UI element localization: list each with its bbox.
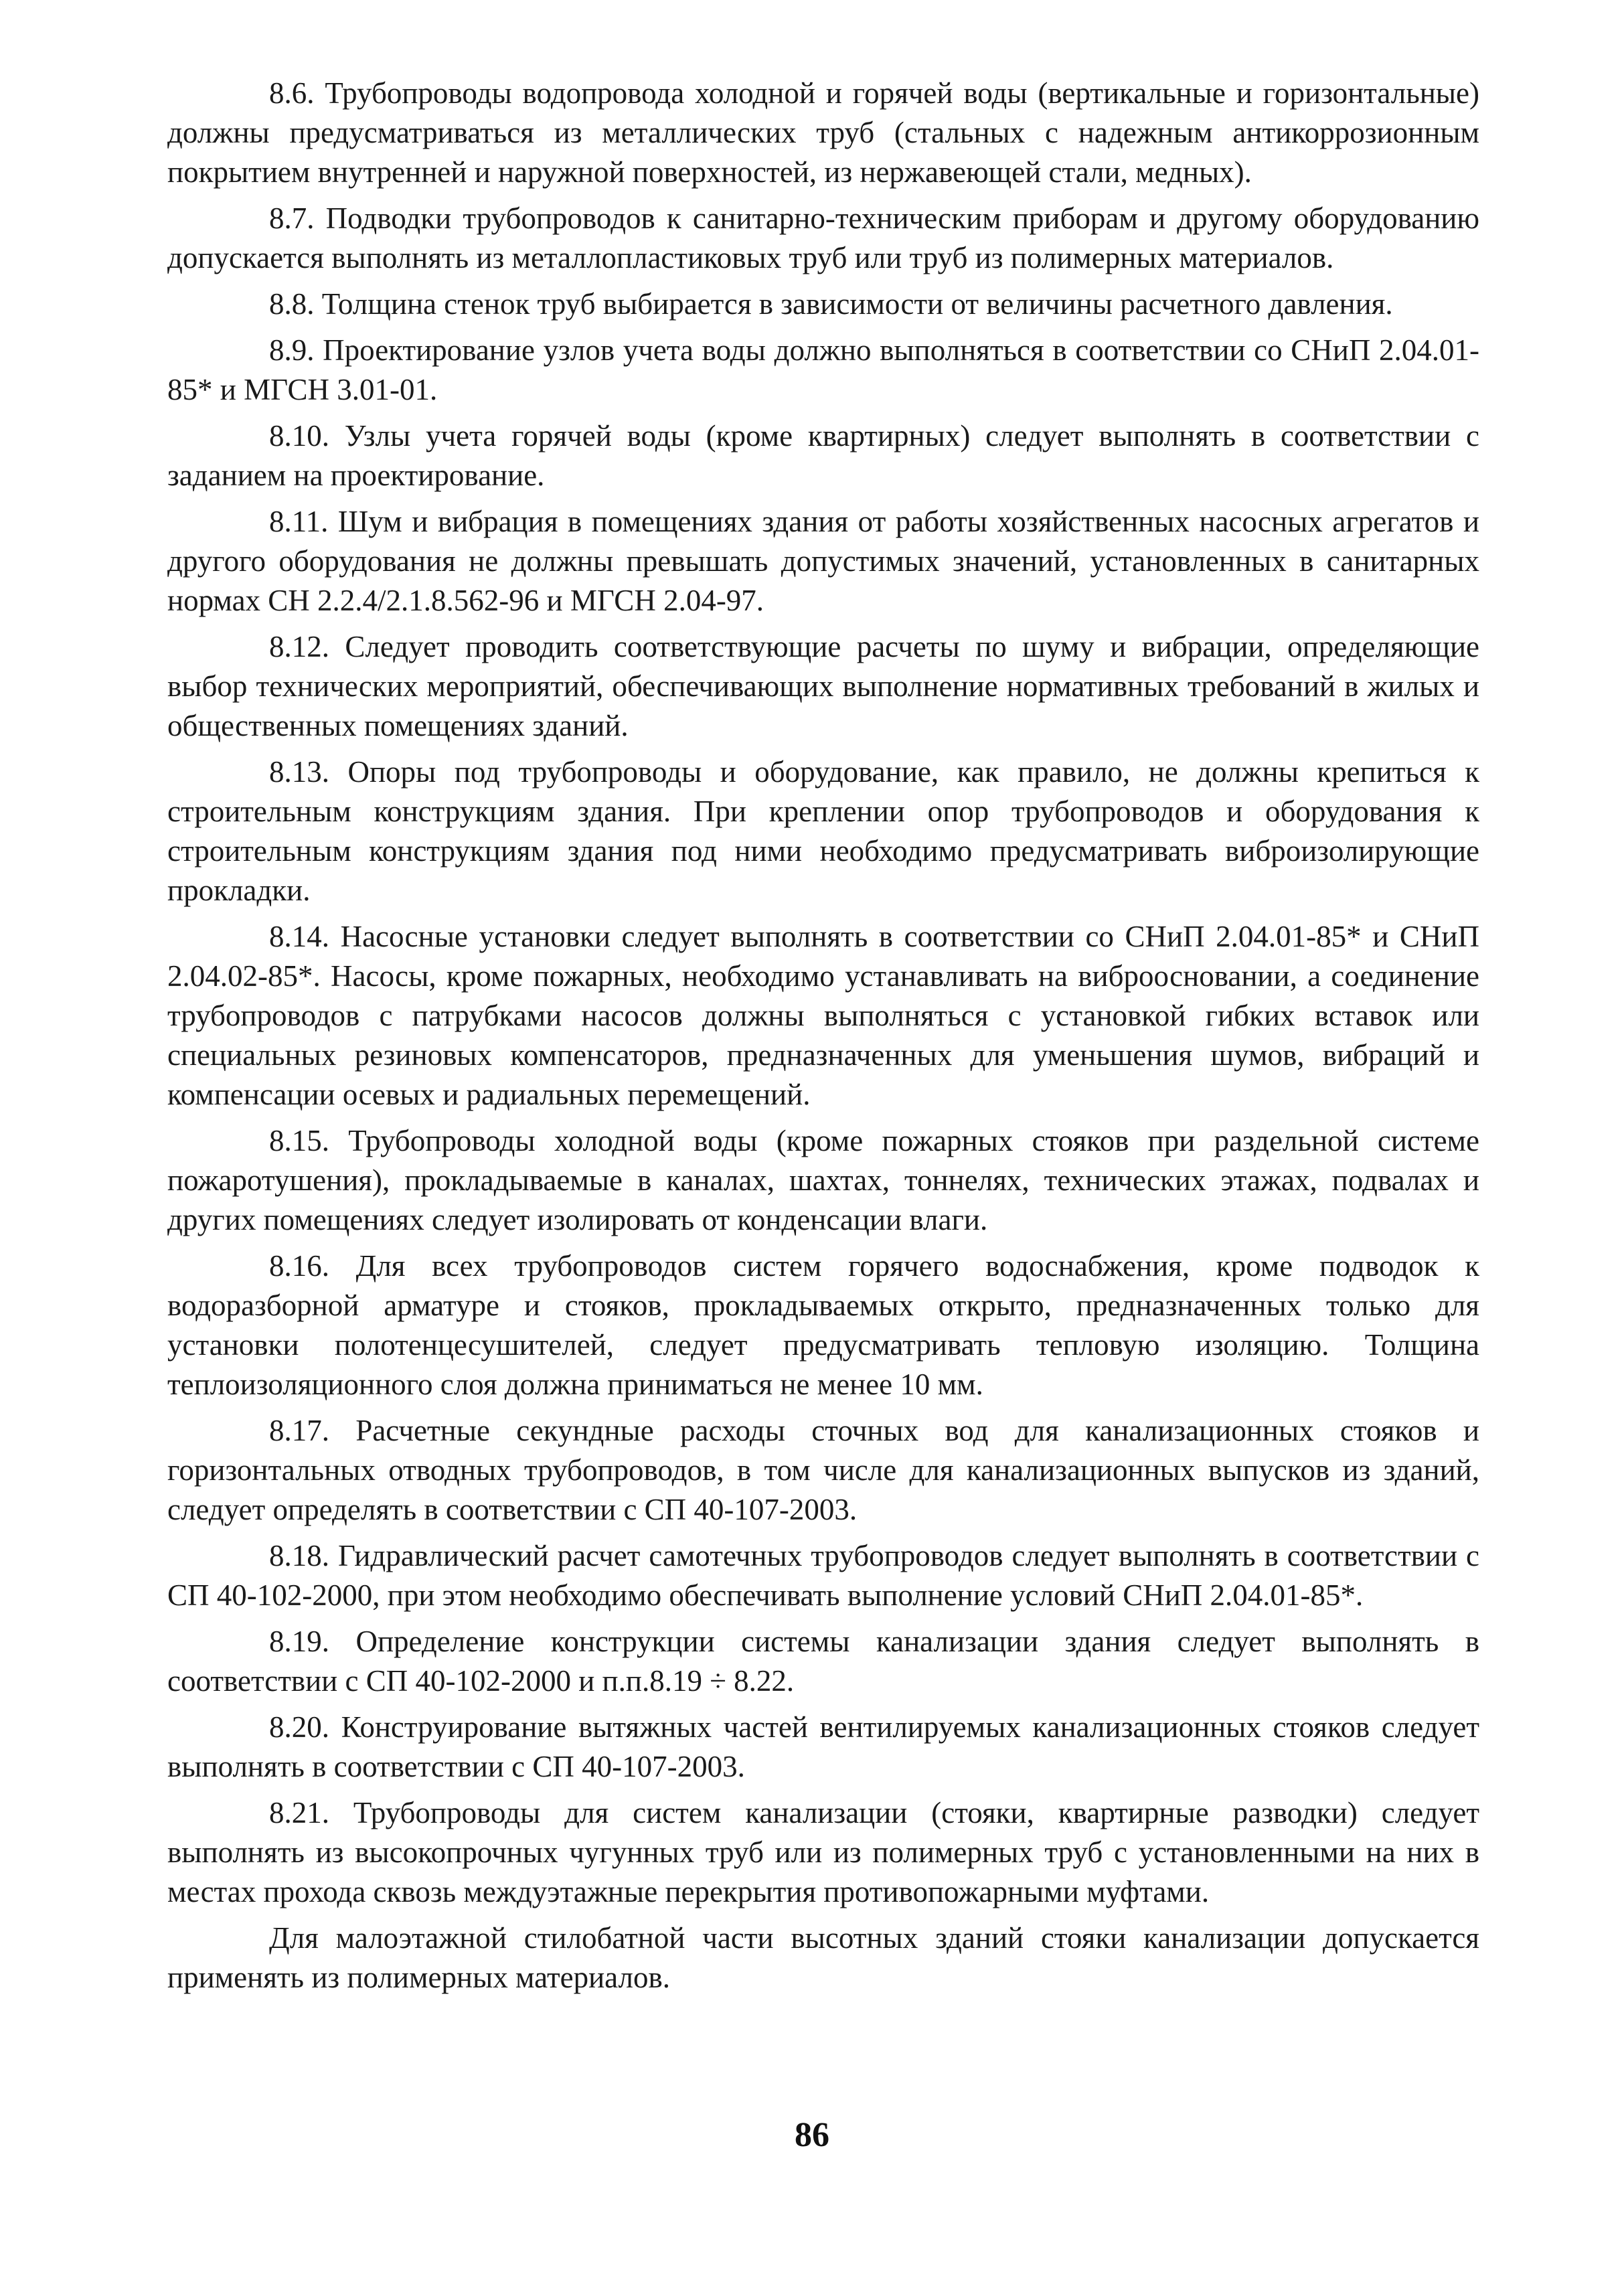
paragraph-8-12: 8.12. Следует проводить соответствующие расчеты по шуму и вибрации, определяющие выбор технических мероприятий, обеспечивающих выполнение нормативных требований в жилых и общественных помещениях зданий. <box>167 630 1479 742</box>
paragraph-8-14: 8.14. Насосные установки следует выполнять в соответствии со СНиП 2.04.01-85* и СНиП 2.04.02-85*. Насосы, кроме пожарных, необходимо устанавливать на виброосновании, а соединение трубопроводов с патрубками насосов должны выполняться с установкой гибких вставок или специальных резиновых компенсаторов, предназначенных для уменьшения шумов, вибраций и компенсации осевых и радиальных перемещений. <box>167 920 1479 1111</box>
paragraph-8-17: 8.17. Расчетные секундные расходы сточных вод для канализационных стояков и горизонтальных отводных трубопроводов, в том числе для канализационных выпусков из зданий, следует определять в соответствии с СП 40-107-2003. <box>167 1414 1479 1526</box>
page-number: 86 <box>795 2116 829 2154</box>
paragraph-8-20: 8.20. Конструирование вытяжных частей вентилируемых канализационных стояков следует выполнять в соответствии с СП 40-107-2003. <box>167 1710 1479 1783</box>
paragraph-8-7: 8.7. Подводки трубопроводов к санитарно-техническим приборам и другому оборудованию допускается выполнять из металлопластиковых труб или труб из полимерных материалов. <box>167 201 1479 274</box>
paragraph-8-18: 8.18. Гидравлический расчет самотечных трубопроводов следует выполнять в соответствии с СП 40-102-2000, при этом необходимо обеспечивать выполнение условий СНиП 2.04.01-85*. <box>167 1539 1479 1612</box>
paragraph-8-19: 8.19. Определение конструкции системы канализации здания следует выполнять в соответствии с СП 40-102-2000 и п.п.8.19 ÷ 8.22. <box>167 1625 1479 1698</box>
paragraph-8-11: 8.11. Шум и вибрация в помещениях здания от работы хозяйственных насосных агрегатов и другого оборудования не должны превышать допустимых значений, установленных в санитарных нормах СН 2.2.4/2.1.8.562-96 и МГСН 2.04-97. <box>167 505 1479 617</box>
paragraph-8-9: 8.9. Проектирование узлов учета воды должно выполняться в соответствии со СНиП 2.04.01-85* и МГСН 3.01-01. <box>167 333 1479 406</box>
paragraph-8-6: 8.6. Трубопроводы водопровода холодной и горячей воды (вертикальные и горизонтальные) должны предусматриваться из металлических труб (стальных с надежным антикоррозионным покрытием внутренней и наружной поверхностей, из нержавеющей стали, медных). <box>167 76 1479 189</box>
paragraph-8-16: 8.16. Для всех трубопроводов систем горячего водоснабжения, кроме подводок к водоразборной арматуре и стояков, прокладываемых открыто, предназначенных только для установки полотенцесушителей, следует предусматривать тепловую изоляцию. Толщина теплоизоляционного слоя должна приниматься не менее 10 мм. <box>167 1249 1479 1401</box>
paragraph-8-8: 8.8. Толщина стенок труб выбирается в зависимости от величины расчетного давления. <box>269 287 1393 321</box>
paragraph-8-21-addendum: Для малоэтажной стилобатной части высотных зданий стояки канализации допускается применять из полимерных материалов. <box>167 1921 1479 1994</box>
paragraph-8-13: 8.13. Опоры под трубопроводы и оборудование, как правило, не должны крепиться к строительным конструкциям здания. При креплении опор трубопроводов и оборудования к строительным конструкциям здания под ними необходимо предусматривать виброизолирующие прокладки. <box>167 755 1479 907</box>
paragraph-8-15: 8.15. Трубопроводы холодной воды (кроме пожарных стояков при раздельной системе пожаротушения), прокладываемые в каналах, шахтах, тоннелях, технических этажах, подвалах и других помещениях следует изолировать от конденсации влаги. <box>167 1124 1479 1236</box>
document-body <box>167 74 1479 2004</box>
paragraph-8-21: 8.21. Трубопроводы для систем канализации (стояки, квартирные разводки) следует выполнять из высокопрочных чугунных труб или из полимерных труб с установленными на них в местах прохода сквозь междуэтажные перекрытия противопожарными муфтами. <box>167 1796 1479 1908</box>
paragraph-8-10: 8.10. Узлы учета горячей воды (кроме квартирных) следует выполнять в соответствии с заданием на проектирование. <box>167 419 1479 492</box>
